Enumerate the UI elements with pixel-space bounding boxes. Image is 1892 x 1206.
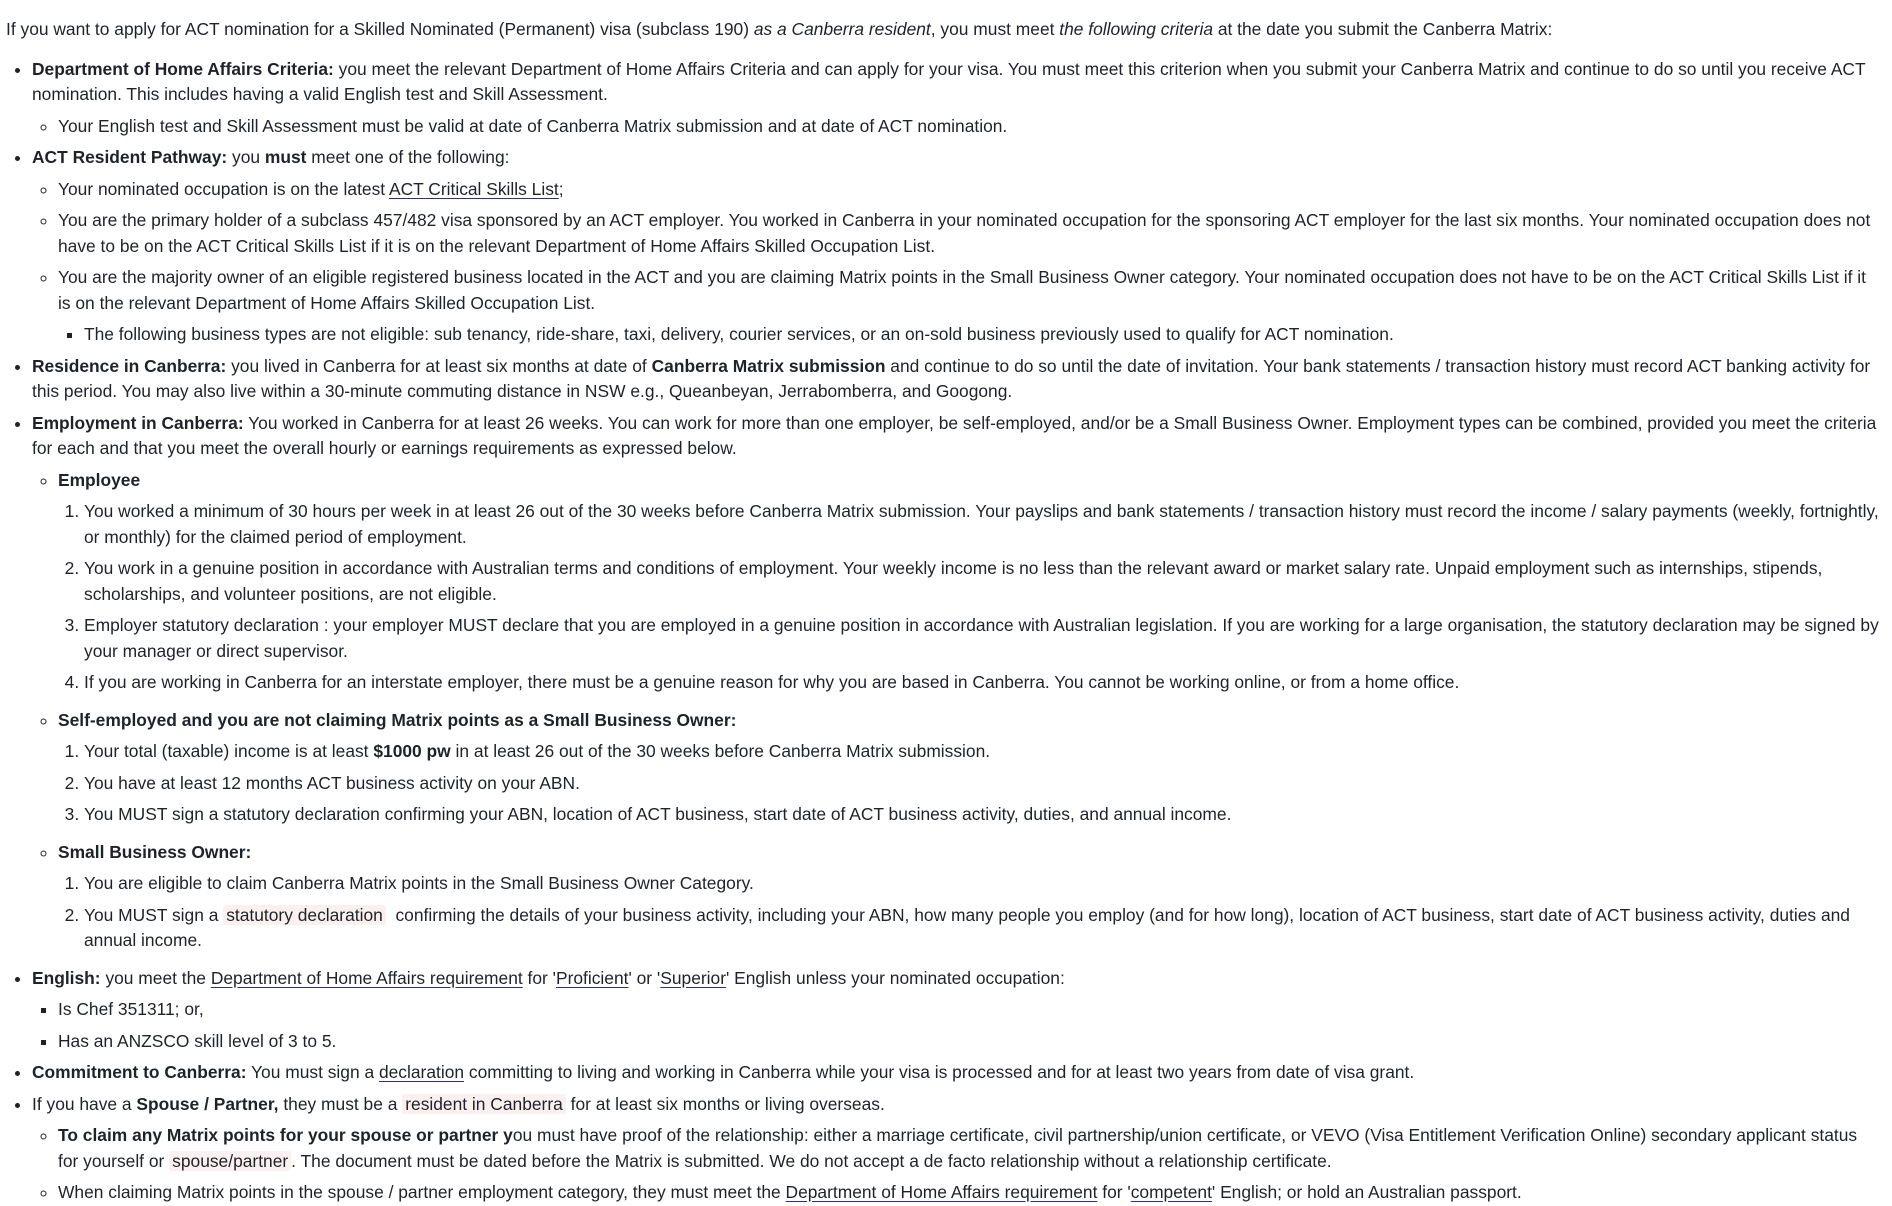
spouse-text: for at least six months or living overseas. bbox=[565, 1093, 885, 1114]
spouse-partner-bold: Spouse / Partner, bbox=[136, 1093, 279, 1114]
business-owner-sublist bbox=[58, 322, 1880, 348]
statutory-declaration-chip[interactable]: statutory declaration bbox=[223, 905, 386, 925]
residence-item bbox=[32, 354, 1880, 405]
small-business-owner-section bbox=[58, 840, 1880, 954]
spouse-english-text: for ' bbox=[1097, 1182, 1131, 1202]
req-text: in at least 26 out of the 30 weeks before Canberra Matrix submission. bbox=[450, 741, 991, 761]
spouse-text: If you have a bbox=[32, 1093, 137, 1114]
commitment-text: You must sign a bbox=[246, 1062, 379, 1082]
small-business-owner-title: Small Business Owner: bbox=[58, 841, 252, 862]
pathway-option-business-owner bbox=[58, 265, 1880, 348]
spouse-english-text: When claiming Matrix points in the spouse / partner employment category, they must meet the bbox=[58, 1182, 786, 1202]
criteria-list bbox=[6, 57, 1880, 1206]
option-text: Your nominated occupation is on the latest bbox=[58, 178, 389, 199]
residence-text: you lived in Canberra for at least six months at date of bbox=[226, 355, 652, 376]
resident-pathway-text: meet one of the following: bbox=[306, 147, 510, 167]
self-employed-title: Self-employed and you are not claiming Matrix points as a Small Business Owner: bbox=[58, 709, 737, 730]
resident-pathway-text: you bbox=[227, 147, 265, 167]
english-text: ' English unless your nominated occupation: bbox=[726, 967, 1065, 988]
sbo-req-item: 1. You are eligible to claim Canberra Matrix points in the Small Business Owner Category. bbox=[84, 871, 1880, 897]
doha-criteria-item bbox=[32, 57, 1880, 140]
spouse-proof-text: ou must have proof of the relationship: either a marriage certificate, civil partnership/union certificate, or VEVO (Visa Entitlement Verification Online) secondary applicant status for yourself or bbox=[58, 1125, 1858, 1171]
req-text: Your total (taxable) income is at least bbox=[84, 741, 374, 761]
sbo-req-item bbox=[84, 903, 1880, 954]
english-text: you meet the bbox=[100, 967, 211, 988]
english-text: for ' bbox=[522, 967, 556, 988]
spouse-sublist bbox=[32, 1123, 1880, 1206]
employment-types bbox=[32, 468, 1880, 954]
self-employed-section bbox=[58, 708, 1880, 828]
employment-item bbox=[32, 411, 1880, 954]
intro-text: , you must meet bbox=[930, 19, 1060, 39]
spouse-text: they must be a bbox=[278, 1093, 403, 1114]
spouse-english-text: ' English; or hold an Australian passport. bbox=[1211, 1182, 1522, 1202]
commitment-title: Commitment to Canberra: bbox=[32, 1062, 247, 1082]
resident-pathway-must: must bbox=[264, 147, 307, 167]
doha-sublist bbox=[32, 114, 1880, 140]
intro-text: If you want to apply for ACT nomination for a Skilled Nominated (Permanent) visa (subclass 190) bbox=[6, 19, 754, 39]
spouse-partner-item bbox=[32, 1092, 1880, 1206]
option-text: You are the majority owner of an eligible registered business located in the ACT and you are claiming Matrix points in the Small Business Owner category. Your nominated occupation does not have to be on the ACT Critical Skills List if it is on the relevant Department of Home Affairs Skilled Occupation List. bbox=[58, 267, 1866, 313]
declaration-link[interactable]: declaration bbox=[378, 1062, 465, 1082]
req-text: You MUST sign a bbox=[84, 904, 224, 925]
intro-paragraph bbox=[6, 17, 1880, 43]
english-exceptions bbox=[32, 997, 1880, 1054]
residence-text: and continue to do so until the date of invitation. Your bank statements / transaction history must record ACT banking activity for this period. You may also live within a 30-minute commuting distance in NSW e.g., Queanbeyan, Jerrabomberra, and Googong. bbox=[32, 355, 1871, 401]
commitment-text: committing to living and working in Canberra while your visa is processed and for at least two years from date of visa grant. bbox=[464, 1062, 1415, 1082]
employee-req-item: 4. If you are working in Canberra for an interstate employer, there must be a genuine reason for why you are based in Canberra. You cannot be working online, or from a home office. bbox=[84, 670, 1880, 696]
employee-requirements bbox=[58, 499, 1880, 696]
self-employed-req-item: 2. You have at least 12 months ACT business activity on your ABN. bbox=[84, 771, 1880, 797]
small-business-owner-requirements bbox=[58, 871, 1880, 954]
resident-pathway-title: ACT Resident Pathway: bbox=[32, 147, 228, 167]
spouse-partner-chip[interactable]: spouse/partner bbox=[169, 1151, 291, 1171]
english-exception-item: ▪ Is Chef 351311; or, bbox=[58, 997, 1880, 1023]
spouse-proof-text: . The document must be dated before the Matrix is submitted. We do not accept a de facto relationship without a relationship certificate. bbox=[291, 1150, 1332, 1171]
act-critical-skills-list-link[interactable]: ACT Critical Skills List bbox=[388, 178, 559, 199]
pathway-option-critical-skills bbox=[58, 177, 1880, 203]
ineligible-business-types: ▪ The following business types are not eligible: sub tenancy, ride-share, taxi, delivery, courier services, or an on-sold business previously used to qualify for ACT nomination. bbox=[84, 322, 1880, 348]
doha-sub-item: ◦ Your English test and Skill Assessment must be valid at date of Canberra Matrix submission and at date of ACT nomination. bbox=[58, 114, 1880, 140]
employee-req-item: 3. Employer statutory declaration : your employer MUST declare that you are employed in a genuine position in accordance with Australian legislation. If you are working for a large organisation, the statutory declaration may be signed by your manager or direct supervisor. bbox=[84, 613, 1880, 664]
employment-text: You worked in Canberra for at least 26 weeks. You can work for more than one employer, be self-employed, and/or be a Small Business Owner. Employment types can be combined, provided you meet the criteria for each and that you meet the overall hourly or earnings requirements as expressed below. bbox=[32, 412, 1877, 458]
english-exception-item: ▪ Has an ANZSCO skill level of 3 to 5. bbox=[58, 1029, 1880, 1055]
self-employed-requirements bbox=[58, 739, 1880, 828]
income-amount: $1000 pw bbox=[373, 741, 451, 761]
employee-section bbox=[58, 468, 1880, 696]
pathway-option-457-482-visa: ◦ You are the primary holder of a subclass 457/482 visa sponsored by an ACT employer. You worked in Canberra in your nominated occupation for the sponsoring ACT employer for the last six months. Your nominated occupation does not have to be on the ACT Critical Skills List if it is on the relevant Department of Home Affairs Skilled Occupation List. bbox=[58, 208, 1880, 259]
english-title: English: bbox=[32, 967, 101, 988]
residence-bold-text: Canberra Matrix submission bbox=[651, 355, 886, 376]
home-affairs-requirement-link[interactable]: Department of Home Affairs requirement bbox=[210, 967, 523, 988]
employee-req-item: 2. You work in a genuine position in accordance with Australian terms and conditions of employment. Your weekly income is no less than the relevant award or market salary rate. Unpaid employment such as internships, stipends, scholarships, and volunteer positions, are not eligible. bbox=[84, 556, 1880, 607]
resident-pathway-item bbox=[32, 145, 1880, 348]
spouse-home-affairs-requirement-link[interactable]: Department of Home Affairs requirement bbox=[785, 1182, 1098, 1202]
spouse-proof-bold: To claim any Matrix points for your spouse or partner y bbox=[58, 1125, 513, 1145]
competent-link[interactable]: competent bbox=[1130, 1182, 1212, 1202]
intro-text: at the date you submit the Canberra Matrix: bbox=[1213, 19, 1553, 39]
doha-criteria-title: Department of Home Affairs Criteria: bbox=[32, 58, 334, 79]
employment-title: Employment in Canberra: bbox=[32, 412, 244, 433]
self-employed-req-item: 3. You MUST sign a statutory declaration confirming your ABN, location of ACT business, start date of ACT business activity, duties, and annual income. bbox=[84, 802, 1880, 828]
doha-criteria-text: you meet the relevant Department of Home Affairs Criteria and can apply for your visa. You must meet this criterion when you submit your Canberra Matrix and continue to do so until you receive ACT nomination. This includes having a valid English test and Skill Assessment. bbox=[32, 58, 1866, 104]
employee-req-item: 1. You worked a minimum of 30 hours per week in at least 26 out of the 30 weeks before Canberra Matrix submission. Your payslips and bank statements / transaction history must record the income / salary payments (weekly, fortnightly, or monthly) for the claimed period of employment. bbox=[84, 499, 1880, 550]
option-text: ; bbox=[558, 178, 564, 199]
superior-link[interactable]: Superior bbox=[660, 967, 726, 988]
spouse-proof-item bbox=[58, 1123, 1880, 1174]
resident-in-canberra-chip[interactable]: resident in Canberra bbox=[402, 1094, 566, 1114]
commitment-item bbox=[32, 1060, 1880, 1086]
proficient-link[interactable]: Proficient bbox=[555, 967, 629, 988]
spouse-english-item bbox=[58, 1180, 1880, 1206]
employee-title: Employee bbox=[58, 469, 141, 490]
intro-emphasis-resident: as a Canberra resident bbox=[753, 19, 931, 39]
req-text: confirming the details of your business activity, including your ABN, how many people you employ (and for how long), location of ACT business, start date of ACT business activity, duties and annual income. bbox=[84, 904, 1855, 950]
residence-title: Residence in Canberra: bbox=[32, 355, 227, 376]
self-employed-req-item bbox=[84, 739, 1880, 765]
intro-emphasis-criteria: the following criteria bbox=[1059, 19, 1213, 39]
pathway-options bbox=[32, 177, 1880, 348]
english-text: ' or ' bbox=[628, 967, 661, 988]
english-item bbox=[32, 966, 1880, 1055]
